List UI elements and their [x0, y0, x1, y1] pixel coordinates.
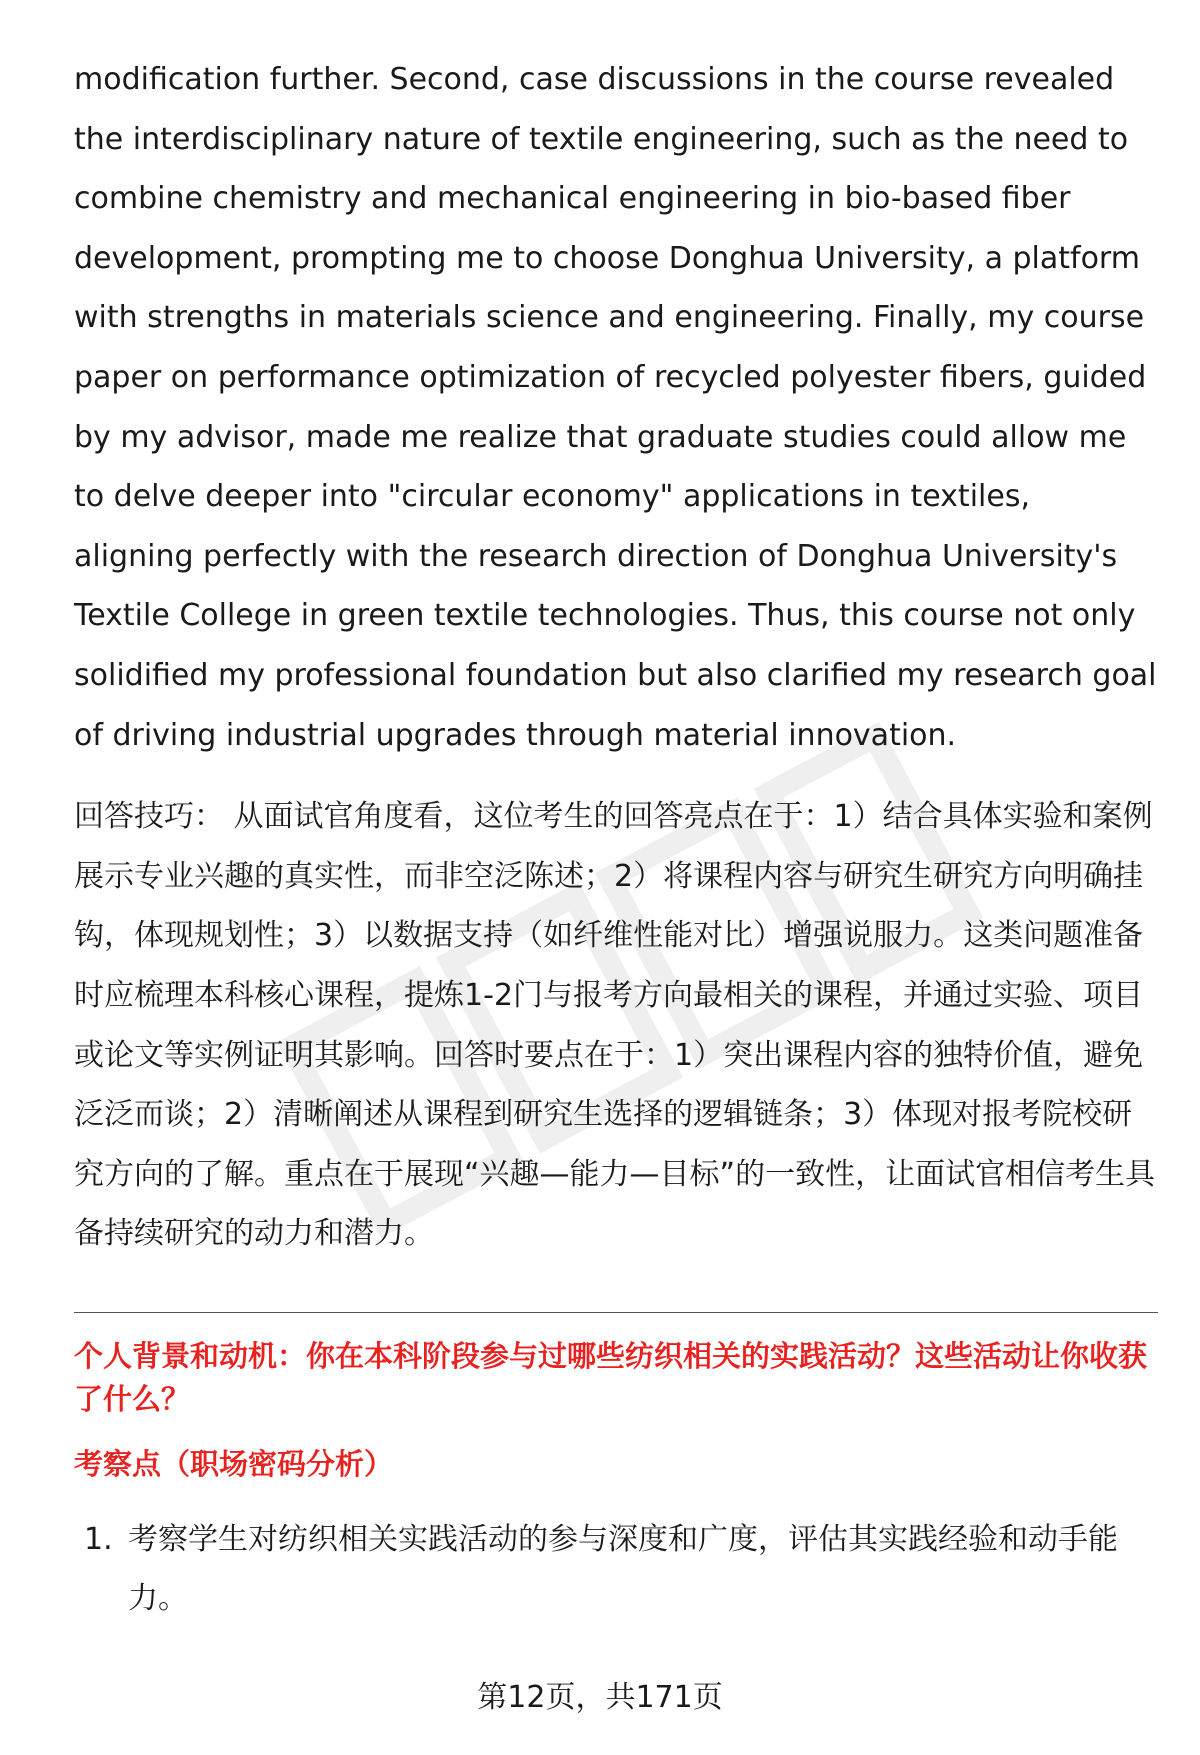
document-page [74, 50, 1158, 1629]
list-item-text: 考察学生对纺织相关实践活动的参与深度和广度，评估其实践经验和动手能力。 [128, 1521, 1118, 1617]
answer-tips-paragraph: 回答技巧： 从面试官角度看，这位考生的回答亮点在于：1）结合具体实验和案例展示专业兴趣的真实性，而非空泛陈述；2）将课程内容与研究生研究方向明确挂钩，体现规划性；3）以数据支持（如纤维性能对比）增强说服力。这类问题准备时应梳理本科核心课程，提炼1-2门与报考方向最相关的课程，并通过实验、项目或论文等实例证明其影响。回答时要点在于：1）突出课程内容的独特价值，避免泛泛而谈；2）清晰阐述从课程到研究生选择的逻辑链条；3）体现对报考院校研究方向的了解。重点在于展现“兴趣—能力—目标”的一致性，让面试官相信考生具备持续研究的动力和潜力。 [74, 799, 1156, 1252]
english-answer-paragraph: modification further. Second, case discussions in the course revealed the interdisciplinary nature of textile engineering, such as the need to combine chemistry and mechanical engineering in bio-based fiber development, prompting me to choose Donghua University, a platform with strengths in materials science and engineering. Finally, my course paper on performance optimization of recycled polyester fibers, guided by my advisor, made me realize that graduate studies could allow me to delve deeper into "circular economy" applications in textiles, aligning perfectly with the research direction of Donghua University's Textile College in green textile technologies. Thus, this course not only solidified my professional foundation but also clarified my research goal of driving industrial upgrades through material innovation. [74, 62, 1157, 753]
list-item [74, 1510, 1158, 1629]
section-divider [74, 1312, 1158, 1313]
list-item-number: 1. [84, 1521, 113, 1557]
assessment-points-list [74, 1510, 1158, 1629]
page-number-footer: 第12页，共171页 [477, 1680, 723, 1715]
question-heading: 个人背景和动机：你在本科阶段参与过哪些纺织相关的实践活动？这些活动让你收获了什么？ [74, 1338, 1148, 1416]
assessment-points-heading: 考察点（职场密码分析） [74, 1446, 394, 1481]
